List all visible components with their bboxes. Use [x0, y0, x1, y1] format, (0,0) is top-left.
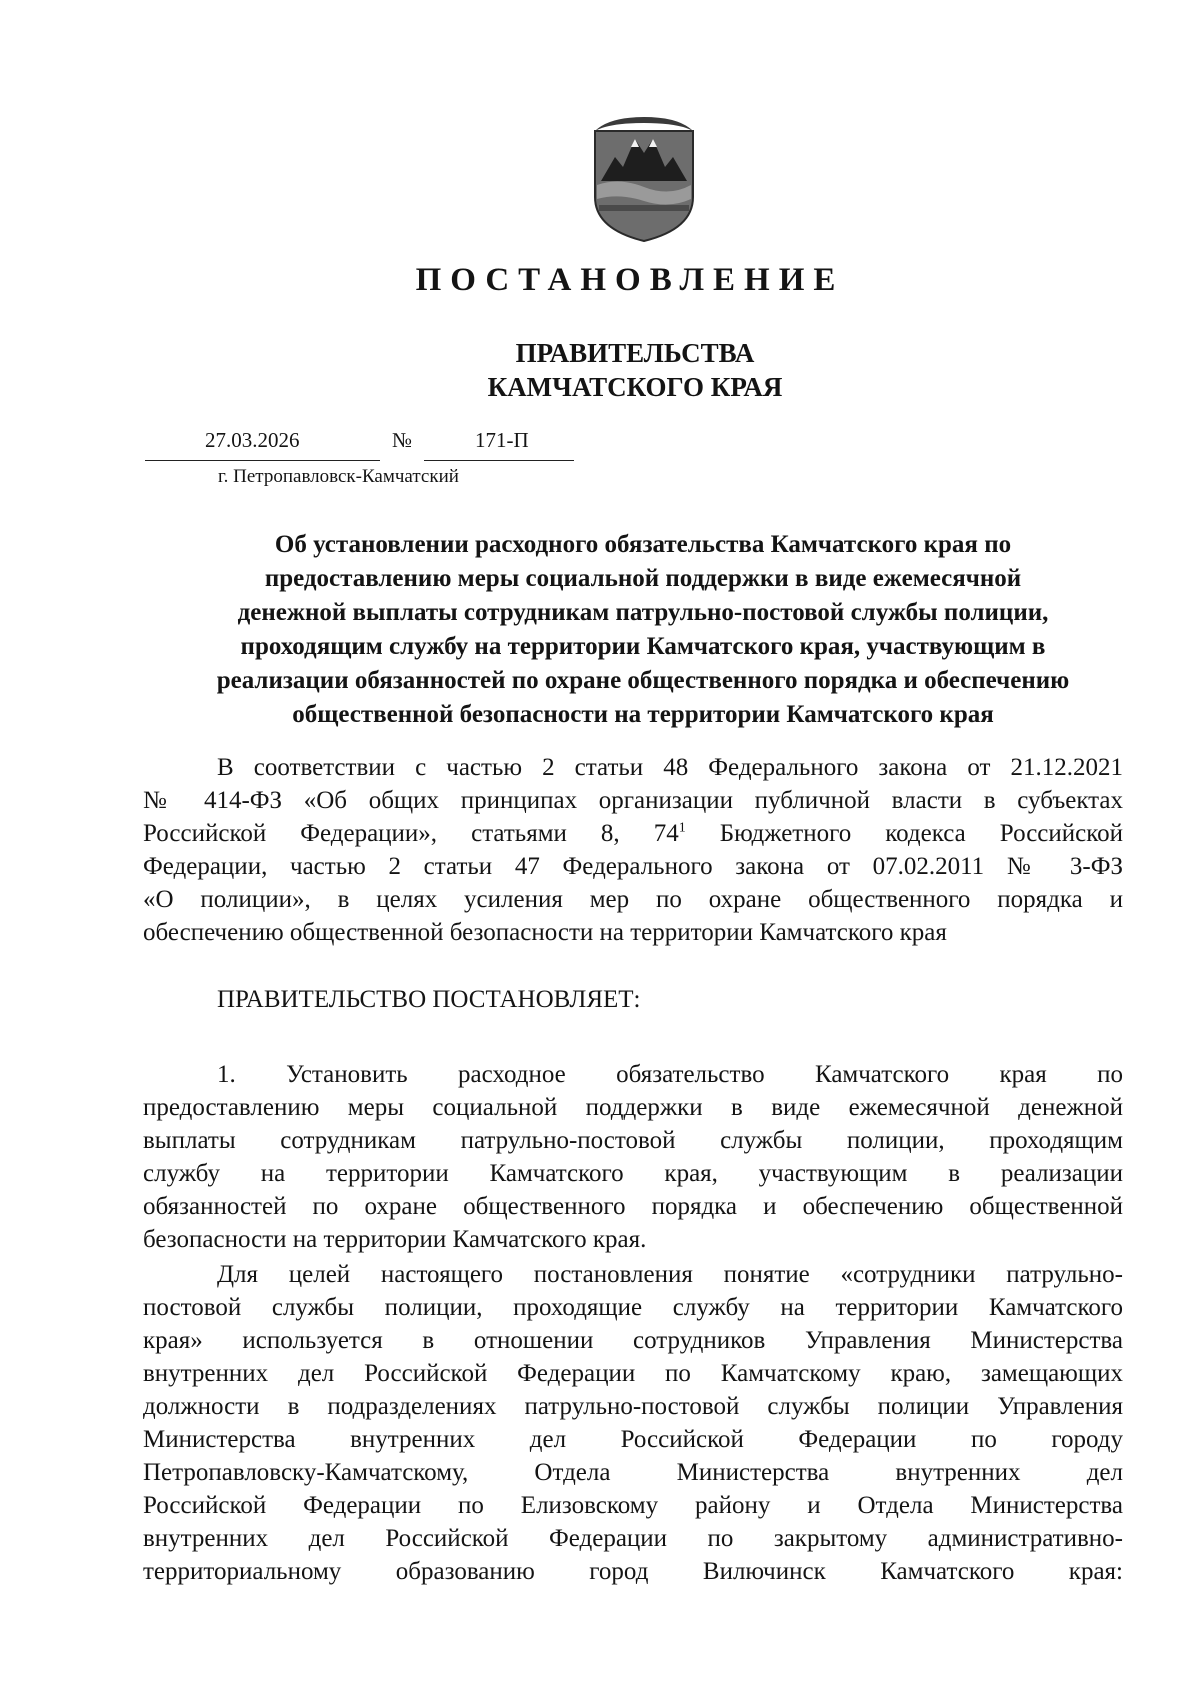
- item-1-line: выплаты сотрудникам патрульно-постовой службы полиции, проходящим: [143, 1127, 1123, 1154]
- subject-line: реализации обязанностей по охране общественного порядка и обеспечению: [216, 667, 1070, 694]
- issuer-line-1: ПРАВИТЕЛЬСТВА: [515, 338, 755, 368]
- kamchatka-coat-of-arms-icon: [589, 113, 699, 245]
- document-title: ПОСТАНОВЛЕНИЕ: [415, 262, 845, 298]
- article-superscript: 1: [678, 820, 686, 836]
- definition-line: Министерства внутренних дел Российской Федерации по городу: [143, 1426, 1123, 1453]
- subject-line: предоставлению меры социальной поддержки в виде ежемесячной: [264, 565, 1022, 592]
- preamble-line: [143, 817, 1123, 850]
- subject-line: проходящим службу на территории Камчатского края, участвующим в: [240, 633, 1046, 660]
- item-1-line: 1. Установить расходное обязательство Камчатского края по: [217, 1061, 1123, 1088]
- definition-line: внутренних дел Российской Федерации по закрытому административно-: [143, 1525, 1123, 1552]
- item-1-line: безопасности на территории Камчатского края.: [143, 1226, 647, 1253]
- definition-line: постовой службы полиции, проходящие службу на территории Камчатского: [143, 1294, 1123, 1321]
- subject-line: Об установлении расходного обязательства Камчатского края по: [274, 531, 1012, 558]
- item-1-line: обязанностей по охране общественного порядка и обеспечению общественной: [143, 1193, 1123, 1220]
- item-1-line: предоставлению меры социальной поддержки в виде ежемесячной денежной: [143, 1094, 1123, 1121]
- preamble-line: № 414-ФЗ «Об общих принципах организации публичной власти в субъектах: [143, 787, 1123, 814]
- preamble-line: «О полиции», в целях усиления мер по охране общественного порядка и: [143, 886, 1123, 913]
- document-number: 171-П: [475, 428, 529, 452]
- preamble-text: Российской Федерации», статьями 8, 74: [143, 820, 679, 847]
- preamble-line: обеспечению общественной безопасности на территории Камчатского края: [143, 919, 947, 946]
- number-sign: №: [392, 428, 413, 452]
- document-subject: [148, 528, 1138, 732]
- preamble-line: Федерации, частью 2 статьи 47 Федерального закона от 07.02.2011 № 3-ФЗ: [143, 853, 1123, 880]
- document-place: г. Петропавловск-Камчатский: [218, 466, 459, 487]
- definition-line: внутренних дел Российской Федерации по Камчатскому краю, замещающих: [143, 1360, 1123, 1387]
- issuer-line-2: КАМЧАТСКОГО КРАЯ: [487, 372, 783, 402]
- definition-line: края» используется в отношении сотрудников Управления Министерства: [143, 1327, 1123, 1354]
- item-1-line: службу на территории Камчатского края, участвующим в реализации: [143, 1160, 1123, 1187]
- definition-line: Для целей настоящего постановления понятие «сотрудники патрульно-: [217, 1261, 1123, 1288]
- preamble-line: В соответствии с частью 2 статьи 48 Федерального закона от 21.12.2021: [217, 754, 1123, 781]
- preamble-paragraph: [143, 751, 1123, 949]
- item-1-paragraph: [143, 1058, 1123, 1256]
- subject-line: общественной безопасности на территории Камчатского края: [292, 701, 994, 728]
- preamble-text: Бюджетного кодекса Российской: [685, 820, 1124, 847]
- subject-line: денежной выплаты сотрудникам патрульно-постовой службы полиции,: [237, 599, 1049, 626]
- document-date: 27.03.2026: [205, 428, 300, 452]
- definition-paragraph: [143, 1258, 1123, 1588]
- definition-line: должности в подразделениях патрульно-постовой службы полиции Управления: [143, 1393, 1123, 1420]
- definition-line: Петропавловску-Камчатскому, Отдела Министерства внутренних дел: [143, 1459, 1123, 1486]
- number-underline: [424, 460, 574, 461]
- definition-line: территориальному образованию город Вилючинск Камчатского края:: [143, 1558, 1123, 1585]
- date-underline: [145, 460, 380, 461]
- definition-line: Российской Федерации по Елизовскому району и Отдела Министерства: [143, 1492, 1123, 1519]
- decree-heading: ПРАВИТЕЛЬСТВО ПОСТАНОВЛЯЕТ:: [217, 986, 641, 1013]
